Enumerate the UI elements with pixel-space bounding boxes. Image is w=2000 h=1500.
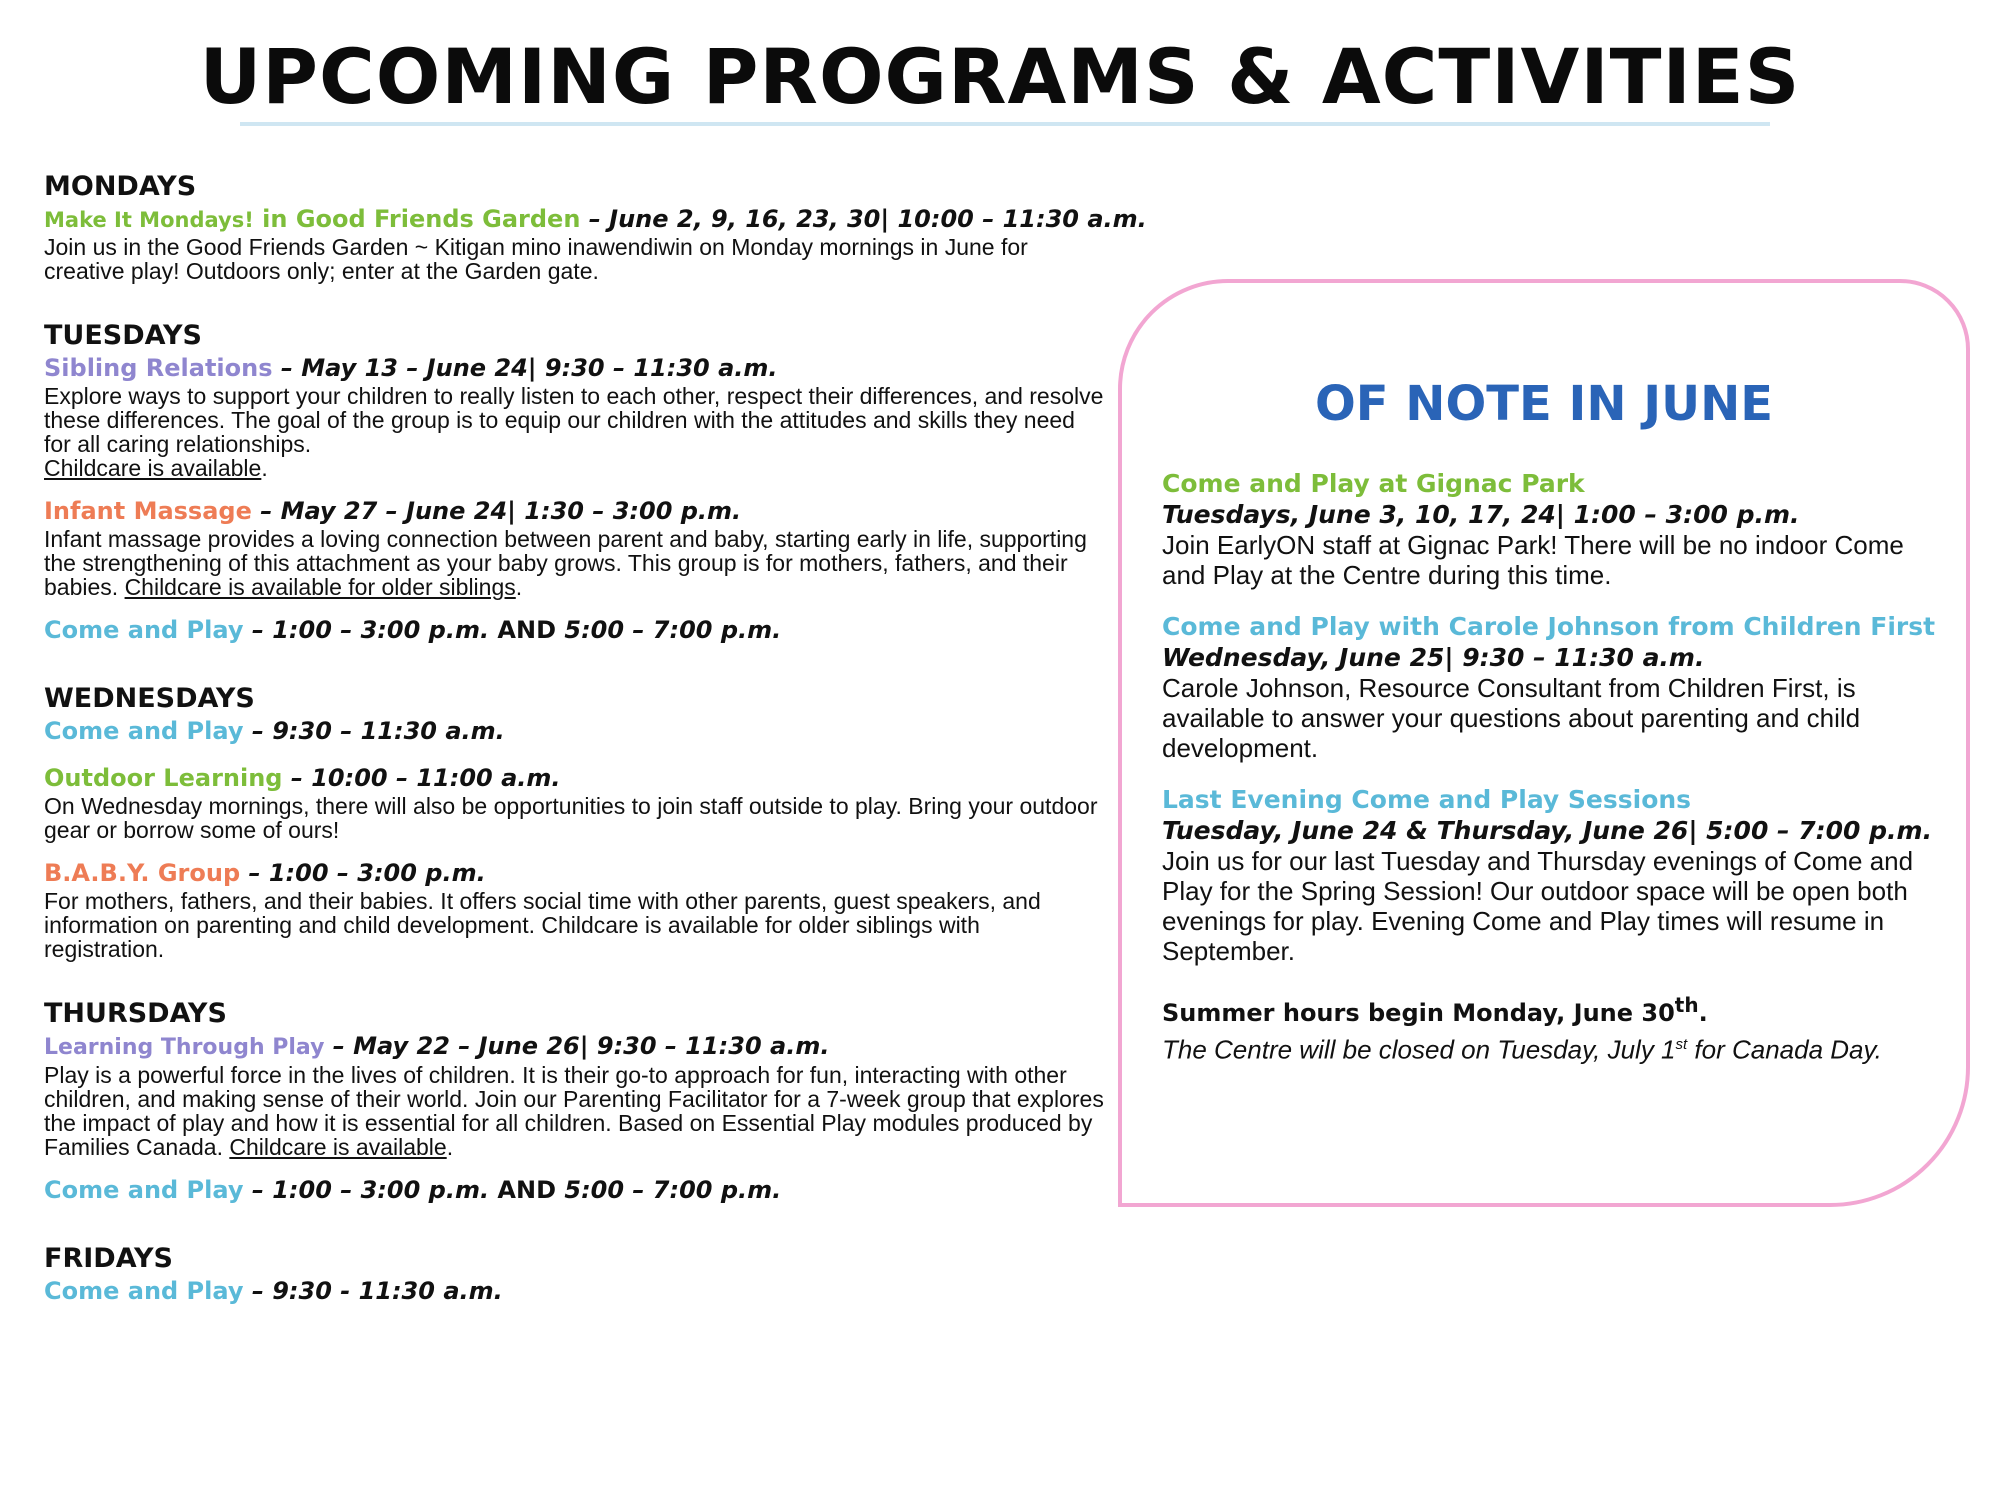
- program-name: Come and Play: [44, 616, 244, 644]
- program-schedule-evening: 5:00 – 7:00 p.m.: [564, 616, 782, 644]
- program-name: Come and Play: [44, 717, 244, 745]
- program-outdoor-learning: [44, 763, 1104, 842]
- program-description: Join us in the Good Friends Garden ~ Kitigan mino inawendiwin on Monday mornings in June for creative play! Outdoors only; enter at the Garden gate.: [44, 234, 1028, 284]
- note-gignac-park: [1162, 469, 1952, 590]
- day-heading-wednesdays: WEDNESDAYS: [44, 683, 255, 714]
- note-schedule: Tuesdays, June 3, 10, 17, 24| 1:00 – 3:00 p.m.: [1162, 500, 1800, 529]
- program-name: Infant Massage: [44, 497, 252, 525]
- program-schedule: – 1:00 – 3:00 p.m.: [240, 859, 486, 887]
- of-note-in-june-panel: [1118, 279, 1970, 1207]
- program-infant-massage: Infant Massage – May 27 – June 24| 1:30 – 3:00 p.m. Infant massage provides a loving connection between parent and baby, starting early in life, supporting the strengthening of this attachment as your baby grows. This group is for mothers, fathers, and their babies. Childcare is available for older siblings.: [44, 497, 1087, 600]
- program-schedule: – May 22 – June 26| 9:30 – 11:30 a.m.: [324, 1032, 830, 1060]
- program-schedule: – 9:30 - 11:30 a.m.: [243, 1277, 503, 1305]
- program-name: Learning Through Play: [44, 1035, 325, 1060]
- day-heading-tuesdays: TUESDAYS: [44, 320, 202, 351]
- program-schedule: – 1:00 – 3:00 p.m.: [243, 1176, 490, 1204]
- program-name: Make It Mondays!: [44, 208, 254, 232]
- program-come-and-play-thursday: Come and Play – 1:00 – 3:00 p.m. AND 5:00 – 7:00 p.m.: [44, 1176, 782, 1204]
- program-description: On Wednesday mornings, there will also be opportunities to join staff outside to play. Bring your outdoor gear or borrow some of ours!: [44, 793, 1098, 843]
- note-schedule: Wednesday, June 25| 9:30 – 11:30 a.m.: [1162, 643, 1705, 672]
- program-schedule: – May 27 – June 24| 1:30 – 3:00 p.m.: [251, 497, 742, 525]
- program-name: Sibling Relations: [44, 354, 273, 382]
- program-description: Infant massage provides a loving connection between parent and baby, starting early in life, supporting the strengthening of this attachment as your baby grows. This group is for mothers, fathers, and their babies.: [44, 526, 1087, 600]
- summer-hours-note: Summer hours begin Monday, June 30th.: [1162, 993, 1708, 1027]
- note-heading: Come and Play at Gignac Park: [1162, 469, 1585, 498]
- note-heading: Last Evening Come and Play Sessions: [1162, 785, 1692, 814]
- title-underline: [240, 122, 1770, 126]
- childcare-note: Childcare is available for older siblings: [124, 574, 516, 600]
- program-schedule: – May 13 – June 24| 9:30 – 11:30 a.m.: [272, 354, 778, 382]
- program-schedule-evening: 5:00 – 7:00 p.m.: [564, 1176, 782, 1204]
- program-learning-through-play: Learning Through Play – May 22 – June 26| 9:30 – 11:30 a.m. Play is a powerful force in the lives of children. It is their go-to approach for fun, interacting with other children, and making sense of their world. Join our Parenting Facilitator for a 7-week group that explores the impact of play and how it is essential for all children. Based on Essential Play modules produced by Families Canada. Childcare is available.: [44, 1032, 1104, 1160]
- note-carole-johnson: [1162, 612, 1952, 763]
- program-name: B.A.B.Y. Group: [44, 859, 241, 887]
- note-schedule: Tuesday, June 24 & Thursday, June 26| 5:00 – 7:00 p.m.: [1162, 816, 1933, 845]
- program-come-and-play-friday: [44, 1276, 1104, 1307]
- childcare-note: Childcare is available: [44, 455, 262, 481]
- program-description: Play is a powerful force in the lives of children. It is their go-to approach for fun, interacting with other children, and making sense of their world. Join our Parenting Facilitator for a 7-week group that explores the impact of play and how it is essential for all children. Based on Essential Play modules produced by Families Canada.: [44, 1062, 1104, 1160]
- panel-title: OF NOTE IN JUNE: [1314, 376, 1774, 432]
- day-heading-mondays: MONDAYS: [44, 171, 197, 202]
- program-name: Come and Play: [44, 1277, 244, 1305]
- day-heading-fridays: FRIDAYS: [44, 1243, 174, 1274]
- program-schedule: – 1:00 – 3:00 p.m.: [243, 616, 490, 644]
- program-name: Come and Play: [44, 1176, 244, 1204]
- weekly-schedule: [44, 170, 1147, 1323]
- note-heading: Come and Play with Carole Johnson from Children First: [1162, 612, 1936, 641]
- program-schedule: – 10:00 – 11:00 a.m.: [282, 764, 561, 792]
- program-make-it-mondays: [44, 204, 1147, 284]
- program-come-and-play-wednesday: [44, 716, 1104, 747]
- program-sibling-relations: Sibling Relations – May 13 – June 24| 9:30 – 11:30 a.m. Explore ways to support your children to really listen to each other, respect their differences, and resolve these differences. The goal of the group is to equip our children with the attitudes and skills they need for all caring relationships. Childcare is available.: [44, 354, 1104, 481]
- note-description: Join EarlyON staff at Gignac Park! There will be no indoor Come and Play at the Centre during this time.: [1162, 530, 1904, 590]
- program-name: Outdoor Learning: [44, 764, 283, 792]
- page-title: UPCOMING PROGRAMS & ACTIVITIES: [199, 32, 1801, 121]
- program-baby-group: [44, 858, 1104, 961]
- note-description: Carole Johnson, Resource Consultant from Children First, is available to answer your questions about parenting and child development.: [1162, 673, 1861, 763]
- note-description: Join us for our last Tuesday and Thursday evenings of Come and Play for the Spring Session! Our outdoor space will be open both evenings for play. Evening Come and Play times will resume in September.: [1162, 846, 1914, 966]
- program-schedule: – 9:30 – 11:30 a.m.: [243, 717, 505, 745]
- note-last-evening-sessions: [1162, 785, 1952, 966]
- program-schedule: – June 2, 9, 16, 23, 30| 10:00 – 11:30 a.m.: [580, 205, 1147, 233]
- childcare-note: Childcare is available: [229, 1134, 447, 1160]
- program-name-location: in Good Friends Garden: [253, 205, 581, 233]
- day-heading-thursdays: THURSDAYS: [44, 998, 227, 1029]
- program-description: For mothers, fathers, and their babies. It offers social time with other parents, guest speakers, and information on parenting and child development. Childcare is available for older siblings with registration.: [44, 888, 1041, 962]
- program-come-and-play-tuesday: Come and Play – 1:00 – 3:00 p.m. AND 5:00 – 7:00 p.m.: [44, 616, 782, 644]
- program-description: Explore ways to support your children to really listen to each other, respect their differences, and resolve these differences. The goal of the group is to equip our children with the attitudes and skills they need for all caring relationships.: [44, 383, 1104, 457]
- canada-day-closure-note: The Centre will be closed on Tuesday, July 1st for Canada Day.: [1162, 1034, 1882, 1065]
